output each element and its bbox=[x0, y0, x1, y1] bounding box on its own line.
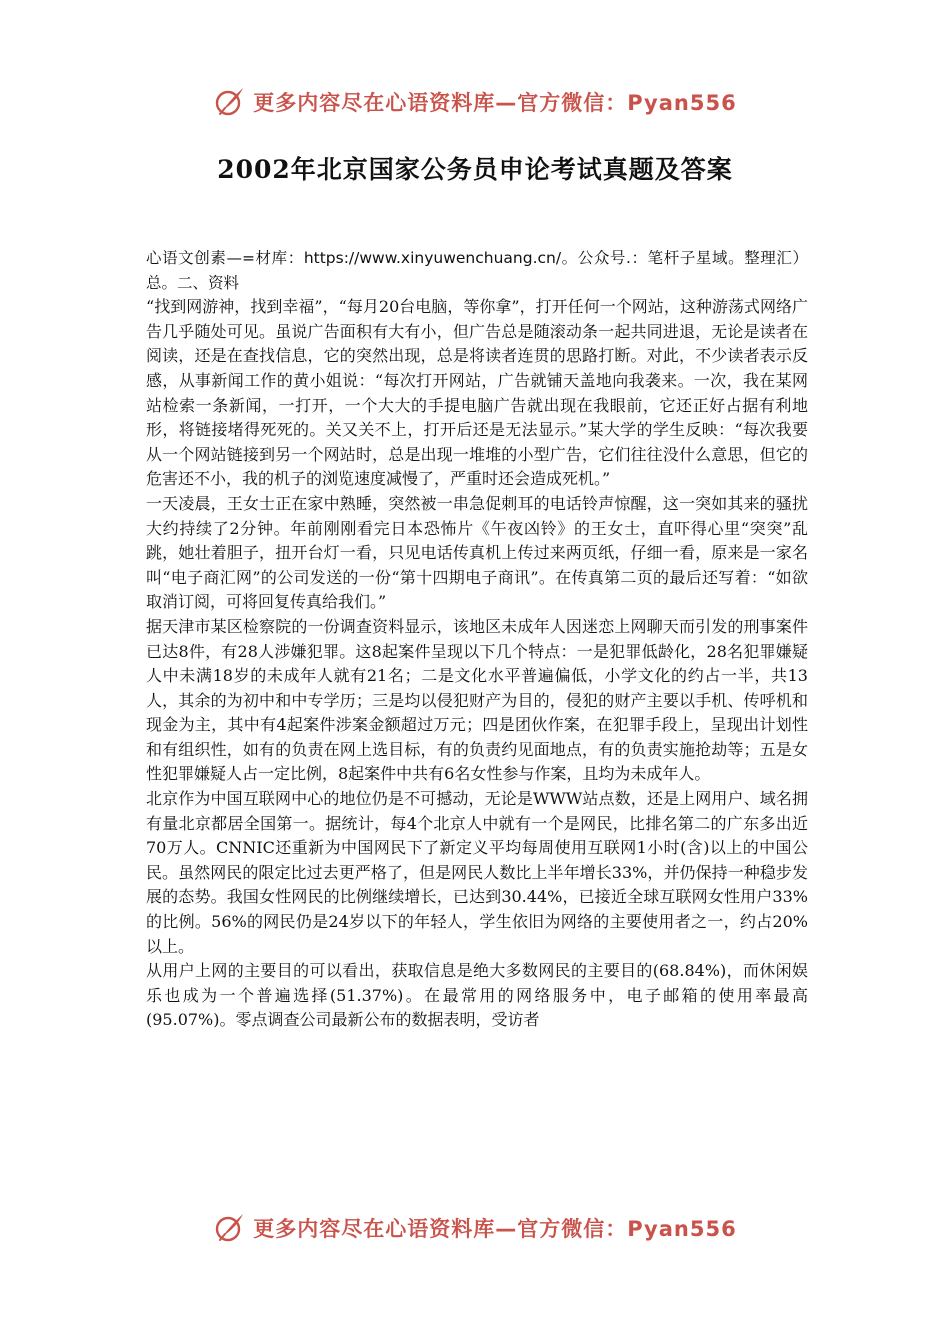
body-paragraph: “找到网游神，找到幸福”，“每月20台电脑，等你拿”，打开任何一个网站，这种游荡式网络广告几乎随处可见。虽说广告面积有大有小，但广告总是随滚动条一起共同进退，无论是读者在阅读，还是在查找信息，它的突然出现，总是将读者连贯的思路打断。对此，不少读者表示反感，从事新闻工作的黄小姐说：“每次打开网站，广告就铺天盖地向我袭来。一次，我在某网站检索一条新闻，一打开，一个大大的手提电脑广告就出现在我眼前，它还正好占据有利地形，将链接堵得死死的。关又关不上，打开后还是无法显示。”某大学的学生反映：“每次我要从一个网站链接到另一个网站时，总是出现一堆堆的小型广告，它们往往没什么意思，但它的危害还不小，我的机子的浏览速度减慢了，严重时还会造成死机。” bbox=[146, 297, 808, 489]
quill-ink-logo-icon bbox=[213, 1211, 247, 1245]
source-line: 心语文创素—=材库：https://www.xinyuwenchuang.cn/。公众号.：笔杆子星域。整理汇）总。二、资料 bbox=[146, 249, 808, 292]
body-paragraph: 一天凌晨，王女士正在家中熟睡，突然被一串急促刺耳的电话铃声惊醒，这一突如其来的骚扰大约持续了2分钟。年前刚刚看完日本恐怖片《午夜凶铃》的王女士，直吓得心里“突突”乱跳，她壮着胆子，扭开台灯一看，只见电话传真机上传过来两页纸，仔细一看，原来是一家名叫“电子商汇网”的公司发送的一份“第十四期电子商讯”。在传真第二页的最后还写着：“如欲取消订阅，可将回复传真给我们。” bbox=[146, 493, 808, 612]
footer-watermark-text: 更多内容尽在心语资料库—官方微信：Pyan556 bbox=[253, 1217, 737, 1241]
body-paragraph: 北京作为中国互联网中心的地位仍是不可撼动，无论是WWW站点数，还是上网用户、域名拥有量北京都居全国第一。据统计，每4个北京人中就有一个是网民，比排名第二的广东多出近70万人。CNNIC还重新为中国网民下了新定义平均每周使用互联网1小时(含)以上的中国公民。虽然网民的限定比过去更严格了，但是网民人数比上半年增长33%，并仍保持一种稳步发展的态势。我国女性网民的比例继续增长，已达到30.44%，已接近全球互联网女性用户33%的比例。56%的网民仍是24岁以下的年轻人，学生依旧为网络的主要使用者之一，约占20%以上。 bbox=[146, 789, 808, 956]
body-paragraph: 从用户上网的主要目的可以看出，获取信息是绝大多数网民的主要目的(68.84%)，而休闲娱乐也成为一个普遍选择(51.37%)。在最常用的网络服务中，电子邮箱的使用率最高(95.07%)。零点调查公司最新公布的数据表明，受访者 bbox=[146, 961, 808, 1030]
header-watermark-banner bbox=[0, 82, 950, 122]
quill-ink-logo-icon bbox=[213, 85, 247, 119]
body-paragraph: 据天津市某区检察院的一份调查资料显示，该地区未成年人因迷恋上网聊天而引发的刑事案件已达8件，有28人涉嫌犯罪。这8起案件呈现以下几个特点：一是犯罪低龄化，28名犯罪嫌疑人中未满18岁的未成年人就有21名；二是文化水平普遍偏低，小学文化的约占一半，共13人，其余的为初中和中专学历；三是均以侵犯财产为目的，侵犯的财产主要以手机、传呼机和现金为主，其中有4起案件涉案金额超过万元；四是团伙作案，在犯罪手段上，呈现出计划性和有组织性，如有的负责在网上选目标，有的负责约见面地点，有的负责实施抢劫等；五是女性犯罪嫌疑人占一定比例，8起案件中共有6名女性参与作案，且均为未成年人。 bbox=[146, 616, 808, 784]
footer-watermark-banner bbox=[0, 1208, 950, 1248]
header-watermark-text: 更多内容尽在心语资料库—官方微信：Pyan556 bbox=[253, 91, 737, 115]
document-body bbox=[146, 246, 808, 1033]
document-title: 2002年北京国家公务员申论考试真题及答案 bbox=[217, 155, 733, 184]
